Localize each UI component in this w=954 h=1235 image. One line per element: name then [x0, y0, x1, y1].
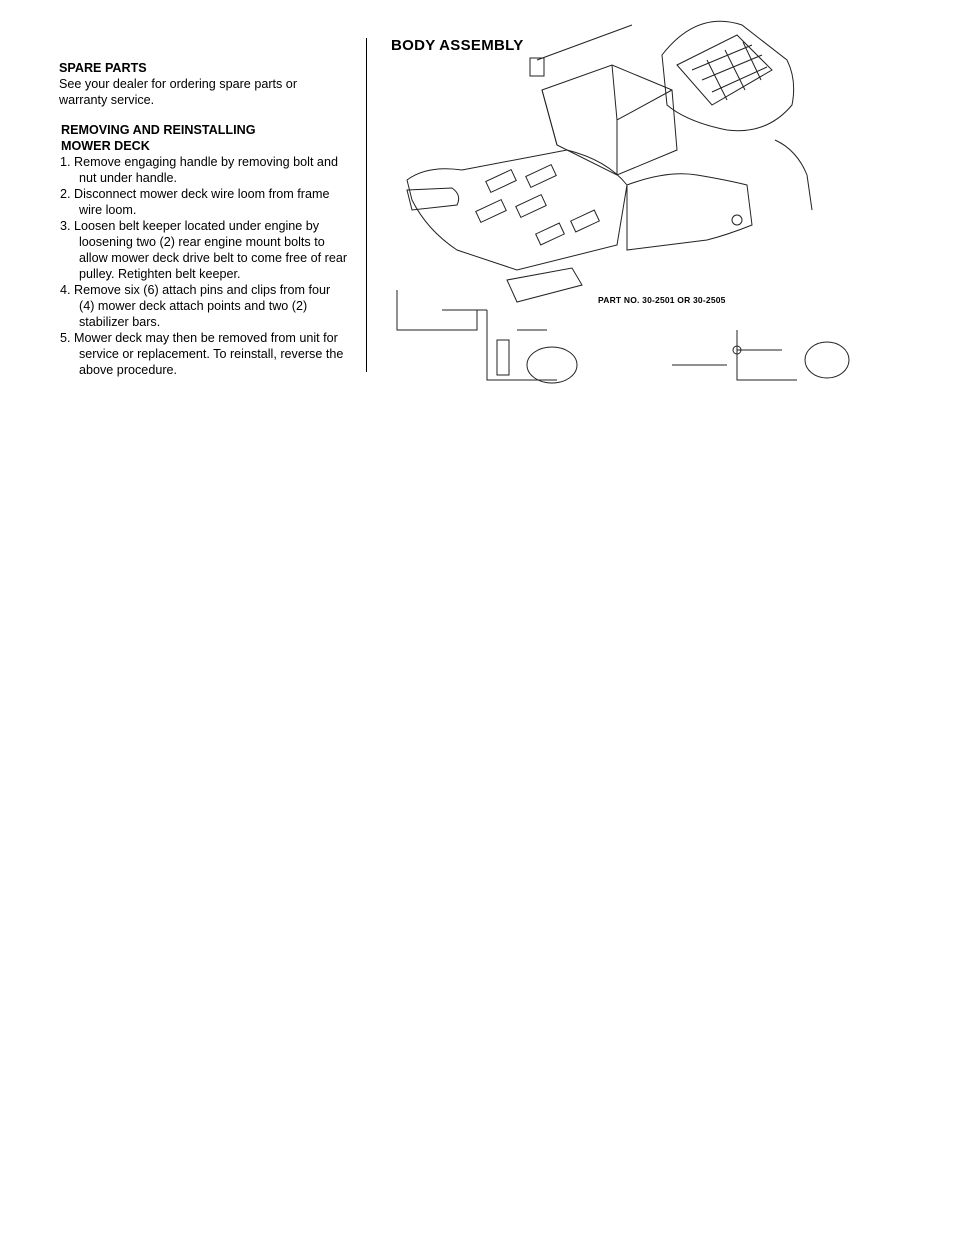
step-3: 3. Loosen belt keeper located under engine by loosening two (2) rear engine mount bolts to allow mower deck drive belt to come free of rear pulley. Retighten belt keeper.: [60, 219, 348, 281]
wiring-diagram-left: [397, 290, 557, 380]
part-number-label: PART NO. 30-2501 OR 30-2505: [598, 295, 726, 305]
removal-steps: [59, 154, 349, 378]
wiring-diagram-right: [672, 330, 797, 380]
instructions-column: [59, 60, 349, 378]
spare-parts-heading: SPARE PARTS: [59, 61, 147, 75]
step-1: 1. Remove engaging handle by removing bolt and nut under handle.: [60, 155, 338, 185]
seat-drawing: [662, 21, 794, 130]
figure-title: BODY ASSEMBLY: [391, 37, 524, 54]
step-4: 4. Remove six (6) attach pins and clips from four (4) mower deck attach points and two (2) stabilizer bars.: [60, 283, 331, 329]
body-shell-drawing: [542, 65, 677, 175]
spare-parts-text-1: See your dealer for ordering spare parts or: [59, 77, 298, 91]
body-assembly-diagram: [367, 10, 872, 422]
removal-heading-2: MOWER DECK: [61, 139, 150, 153]
step-2: 2. Disconnect mower deck wire loom from frame wire loom.: [60, 187, 330, 217]
spare-parts-text-2: warranty service.: [59, 93, 155, 107]
step-5: 5. Mower deck may then be removed from unit for service or replacement. To reinstall, reverse the above procedure.: [60, 331, 344, 377]
removal-heading-1: REMOVING AND REINSTALLING: [61, 123, 256, 137]
